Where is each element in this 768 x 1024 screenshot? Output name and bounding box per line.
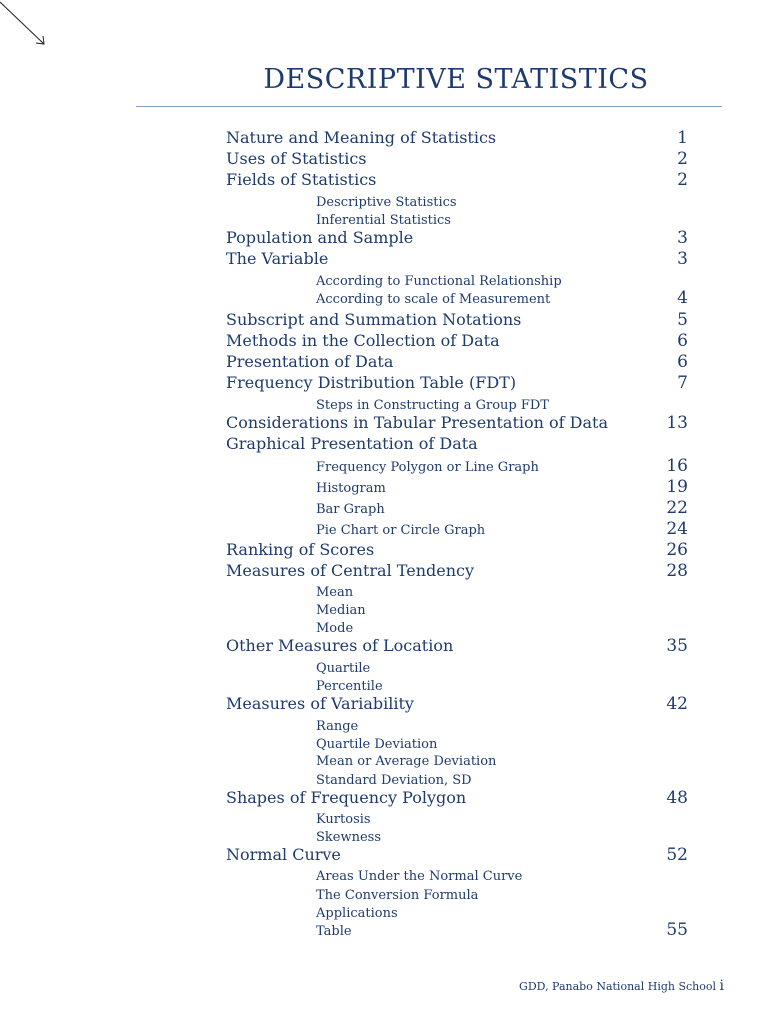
toc-entry: [0, 434, 768, 456]
toc-entry-page: 6: [677, 352, 688, 372]
toc-entry: [0, 249, 768, 271]
toc-entry-label: Median: [316, 603, 366, 618]
toc-entry-page: 28: [666, 561, 688, 581]
toc-entry-page: 13: [666, 413, 688, 433]
toc-entry-label: Presentation of Data: [226, 352, 394, 371]
toc-entry-page: 19: [666, 477, 688, 497]
toc-entry-label: Inferential Statistics: [316, 213, 451, 228]
toc-entry-label: Quartile: [316, 661, 371, 676]
toc-entry: [0, 922, 768, 944]
toc-entry: [0, 128, 768, 150]
toc-entry-page: 16: [666, 456, 688, 476]
toc-entry-label: Mean: [316, 585, 354, 600]
toc-entry: [0, 373, 768, 395]
toc-entry-page: 4: [677, 288, 688, 308]
toc-entry-label: Standard Deviation, SD: [316, 773, 472, 788]
toc-entry-page: 1: [677, 128, 688, 148]
toc-entry: [0, 458, 768, 480]
toc-entry-page: 24: [666, 519, 688, 539]
toc-entry-label: Quartile Deviation: [316, 737, 438, 752]
toc-entry-label: Range: [316, 719, 359, 734]
toc-entry-label: Kurtosis: [316, 812, 371, 827]
toc-entry-label: The Conversion Formula: [316, 888, 479, 903]
toc-entry-page: 48: [666, 788, 688, 808]
toc-entry-label: Descriptive Statistics: [316, 195, 457, 210]
toc-entry-label: Uses of Statistics: [226, 149, 367, 168]
toc-entry-label: Percentile: [316, 679, 383, 694]
toc-entry-page: 5: [677, 310, 688, 330]
toc-entry-label: According to Functional Relationship: [316, 274, 562, 289]
toc-entry-label: Methods in the Collection of Data: [226, 331, 500, 350]
toc-entry: [0, 500, 768, 522]
toc-entry-label: Mean or Average Deviation: [316, 754, 497, 769]
toc-entry-page: 26: [666, 540, 688, 560]
toc-entry: [0, 170, 768, 192]
toc-entry-page: 35: [666, 636, 688, 656]
toc-entry-page: 2: [677, 149, 688, 169]
toc-entry-label: According to scale of Measurement: [316, 292, 551, 307]
toc-entry-label: Pie Chart or Circle Graph: [316, 523, 486, 538]
toc-entry-label: Measures of Central Tendency: [226, 561, 475, 580]
footer: [519, 978, 724, 994]
toc-entry-label: Applications: [316, 906, 398, 921]
toc-entry-label: Steps in Constructing a Group FDT: [316, 398, 549, 413]
toc-entry-label: Population and Sample: [226, 228, 414, 247]
toc-entry: [0, 845, 768, 867]
toc-entry: [0, 290, 768, 312]
toc-entry-label: Shapes of Frequency Polygon: [226, 788, 467, 807]
toc-entry: [0, 149, 768, 171]
toc-entry-label: Other Measures of Location: [226, 636, 454, 655]
toc-entry-page: 22: [666, 498, 688, 518]
footer-page-number: i: [719, 978, 724, 994]
toc-entry-label: Nature and Meaning of Statistics: [226, 128, 497, 147]
toc-entry-label: Graphical Presentation of Data: [226, 434, 478, 453]
toc-entry-label: Normal Curve: [226, 845, 341, 864]
toc-entry-label: Table: [316, 924, 352, 939]
toc-entry: [0, 310, 768, 332]
toc-entry: [0, 561, 768, 583]
toc-entry-label: Ranking of Scores: [226, 540, 375, 559]
toc-entry-label: Bar Graph: [316, 502, 385, 517]
toc-entry-label: Areas Under the Normal Curve: [316, 869, 523, 884]
page-title: DESCRIPTIVE STATISTICS: [263, 64, 649, 95]
toc-entry-label: Fields of Statistics: [226, 170, 377, 189]
toc-entry-page: 3: [677, 228, 688, 248]
toc-entry-label: Skewness: [316, 830, 382, 845]
toc-entry-page: 3: [677, 249, 688, 269]
toc-entry: [0, 788, 768, 810]
toc-entry-page: 7: [677, 373, 688, 393]
toc-entry: [0, 228, 768, 250]
toc-entry-label: Subscript and Summation Notations: [226, 310, 522, 329]
toc-entry-page: 2: [677, 170, 688, 190]
toc-entry: [0, 413, 768, 435]
toc-entry-label: Frequency Polygon or Line Graph: [316, 460, 539, 475]
toc-entry-label: Frequency Distribution Table (FDT): [226, 373, 517, 392]
toc-entry-label: Measures of Variability: [226, 694, 414, 713]
toc-entry: [0, 352, 768, 374]
toc-entry: [0, 540, 768, 562]
toc-entry: [0, 636, 768, 658]
toc-entry: [0, 331, 768, 353]
toc-entry: [0, 479, 768, 501]
toc-entry-label: The Variable: [226, 249, 329, 268]
toc-entry-page: 52: [666, 845, 688, 865]
footer-text: GDD, Panabo National High School: [519, 980, 717, 993]
toc-entry-page: 42: [666, 694, 688, 714]
toc-entry: [0, 694, 768, 716]
toc-entry-page: 6: [677, 331, 688, 351]
toc-entry-label: Mode: [316, 621, 354, 636]
toc-entry-label: Histogram: [316, 481, 386, 496]
toc-entry-label: Considerations in Tabular Presentation of Data: [226, 413, 608, 432]
toc-entry-page: 55: [666, 920, 688, 940]
